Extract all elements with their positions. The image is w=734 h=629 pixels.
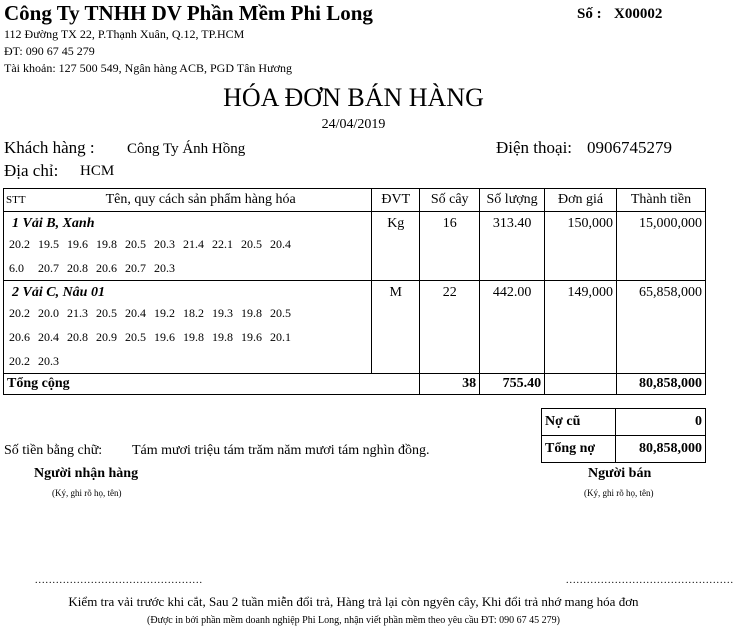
item-amount: 15,000,000 <box>617 212 706 281</box>
amount-in-words: Tám mươi triệu tám trăm năm mươi tám nghìn đồng. <box>132 443 430 458</box>
weight-value: 20.6 <box>9 330 30 344</box>
debt-total-value: 80,858,000 <box>616 436 706 463</box>
weight-value: 20.2 <box>9 354 30 368</box>
customer-address-label: Địa chỉ: <box>4 161 59 180</box>
total-amount: 80,858,000 <box>617 374 706 395</box>
weight-line <box>9 256 371 280</box>
item-unit: Kg <box>372 212 420 281</box>
item-cell <box>4 212 372 281</box>
item-price: 150,000 <box>545 212 617 281</box>
debt-old-row <box>542 409 706 436</box>
weight-value: 19.2 <box>154 306 175 320</box>
footer-policy-note: Kiểm tra vải trước khi cắt, Sau 2 tuần miễn đổi trả, Hàng trả lại còn ngyên cây, Khi đổi trả nhớ mang hóa đơn <box>68 594 639 609</box>
item-amount: 65,858,000 <box>617 281 706 374</box>
item-name: 2 Vải C, Nâu 01 <box>12 285 105 300</box>
debt-table <box>541 408 706 463</box>
weight-value: 19.6 <box>67 237 88 251</box>
weight-value: 20.2 <box>9 237 30 251</box>
invoice-number-label: Số : <box>577 6 602 22</box>
item-count: 22 <box>420 281 480 374</box>
invoice-title: HÓA ĐƠN BÁN HÀNG <box>223 83 484 112</box>
weight-value: 20.5 <box>125 237 146 251</box>
item-quantity: 442.00 <box>480 281 545 374</box>
company-address: 112 Đường TX 22, P.Thạnh Xuân, Q.12, TP.HCM <box>4 27 245 41</box>
debt-total-label: Tổng nợ <box>542 436 616 463</box>
table-header-row <box>4 189 706 212</box>
header-product-cell <box>4 189 372 212</box>
item-cell <box>4 281 372 374</box>
weight-value: 20.3 <box>38 354 59 368</box>
weight-line <box>9 325 371 349</box>
weight-value: 20.9 <box>96 330 117 344</box>
invoice-date: 24/04/2019 <box>321 117 386 132</box>
customer-phone: 0906745279 <box>587 138 672 157</box>
total-quantity: 755.40 <box>480 374 545 395</box>
customer-address: HCM <box>80 163 115 179</box>
weight-value: 19.8 <box>241 306 262 320</box>
weight-line <box>9 349 371 373</box>
debt-total-row <box>542 436 706 463</box>
item-weights <box>4 301 371 373</box>
weight-value: 18.2 <box>183 306 204 320</box>
weight-value: 20.5 <box>96 306 117 320</box>
weight-value: 20.3 <box>154 261 175 275</box>
buyer-signature-note: (Ký, ghi rõ họ, tên) <box>52 488 122 498</box>
weight-value: 20.7 <box>125 261 146 275</box>
company-phone: ĐT: 090 67 45 279 <box>4 44 95 58</box>
weight-value: 20.5 <box>125 330 146 344</box>
customer-phone-label: Điện thoại: <box>496 138 573 157</box>
buyer-signature-line: ................................................ <box>35 575 203 586</box>
weight-value: 20.6 <box>96 261 117 275</box>
weight-value: 19.6 <box>241 330 262 344</box>
weight-value: 20.8 <box>67 330 88 344</box>
seller-signature-line: ................................................ <box>566 575 734 586</box>
total-empty <box>545 374 617 395</box>
weight-value: 22.1 <box>212 237 233 251</box>
weight-value: 19.6 <box>154 330 175 344</box>
seller-signature-note: (Ký, ghi rõ họ, tên) <box>584 488 654 498</box>
weight-value: 20.8 <box>67 261 88 275</box>
weight-value: 20.4 <box>125 306 146 320</box>
header-quantity: Số lượng <box>480 189 545 212</box>
item-name: 1 Vải B, Xanh <box>12 216 95 231</box>
customer-name-label: Khách hàng : <box>4 138 95 157</box>
weight-value: 6.0 <box>9 261 24 275</box>
weight-value: 21.4 <box>183 237 204 251</box>
header-product: Tên, quy cách sản phẩm hàng hóa <box>105 192 296 207</box>
weight-value: 20.2 <box>9 306 30 320</box>
footer-credit: (Được in bởi phần mềm doanh nghiệp Phi Long, nhận viết phần mềm theo yêu cầu ĐT: 090 67 45 279) <box>147 615 560 626</box>
total-count: 38 <box>420 374 480 395</box>
weight-value: 19.8 <box>96 237 117 251</box>
header-price: Đơn giá <box>545 189 617 212</box>
weight-value: 20.5 <box>241 237 262 251</box>
table-row <box>4 212 706 281</box>
weight-value: 20.4 <box>270 237 291 251</box>
weight-value: 20.0 <box>38 306 59 320</box>
invoice-items-table <box>3 188 706 395</box>
header-stt: STT <box>6 194 26 206</box>
debt-old-value: 0 <box>616 409 706 436</box>
weight-value: 19.5 <box>38 237 59 251</box>
total-label: Tổng cộng <box>4 374 420 395</box>
company-name: Công Ty TNHH DV Phần Mềm Phi Long <box>4 1 373 25</box>
header-amount: Thành tiền <box>617 189 706 212</box>
item-price: 149,000 <box>545 281 617 374</box>
invoice-number: X00002 <box>614 6 663 22</box>
seller-signature-title: Người bán <box>588 466 652 481</box>
company-account: Tài khoản: 127 500 549, Ngân hàng ACB, PGD Tân Hương <box>4 61 292 75</box>
debt-old-label: Nợ cũ <box>542 409 616 436</box>
weight-value: 19.8 <box>212 330 233 344</box>
weight-value: 20.5 <box>270 306 291 320</box>
total-row <box>4 374 706 395</box>
buyer-signature-title: Người nhận hàng <box>34 466 139 481</box>
customer-name: Công Ty Ánh Hồng <box>127 141 246 157</box>
weight-line <box>9 301 371 325</box>
item-quantity: 313.40 <box>480 212 545 281</box>
header-unit: ĐVT <box>372 189 420 212</box>
table-row <box>4 281 706 374</box>
weight-value: 21.3 <box>67 306 88 320</box>
weight-value: 20.1 <box>270 330 291 344</box>
header-count: Số cây <box>420 189 480 212</box>
weight-value: 19.3 <box>212 306 233 320</box>
item-unit: M <box>372 281 420 374</box>
amount-in-words-label: Số tiền bằng chữ: <box>4 443 103 458</box>
weight-value: 19.8 <box>183 330 204 344</box>
weight-value: 20.3 <box>154 237 175 251</box>
weight-line <box>9 232 371 256</box>
weight-value: 20.4 <box>38 330 59 344</box>
weight-value: 20.7 <box>38 261 59 275</box>
item-weights <box>4 232 371 280</box>
item-count: 16 <box>420 212 480 281</box>
